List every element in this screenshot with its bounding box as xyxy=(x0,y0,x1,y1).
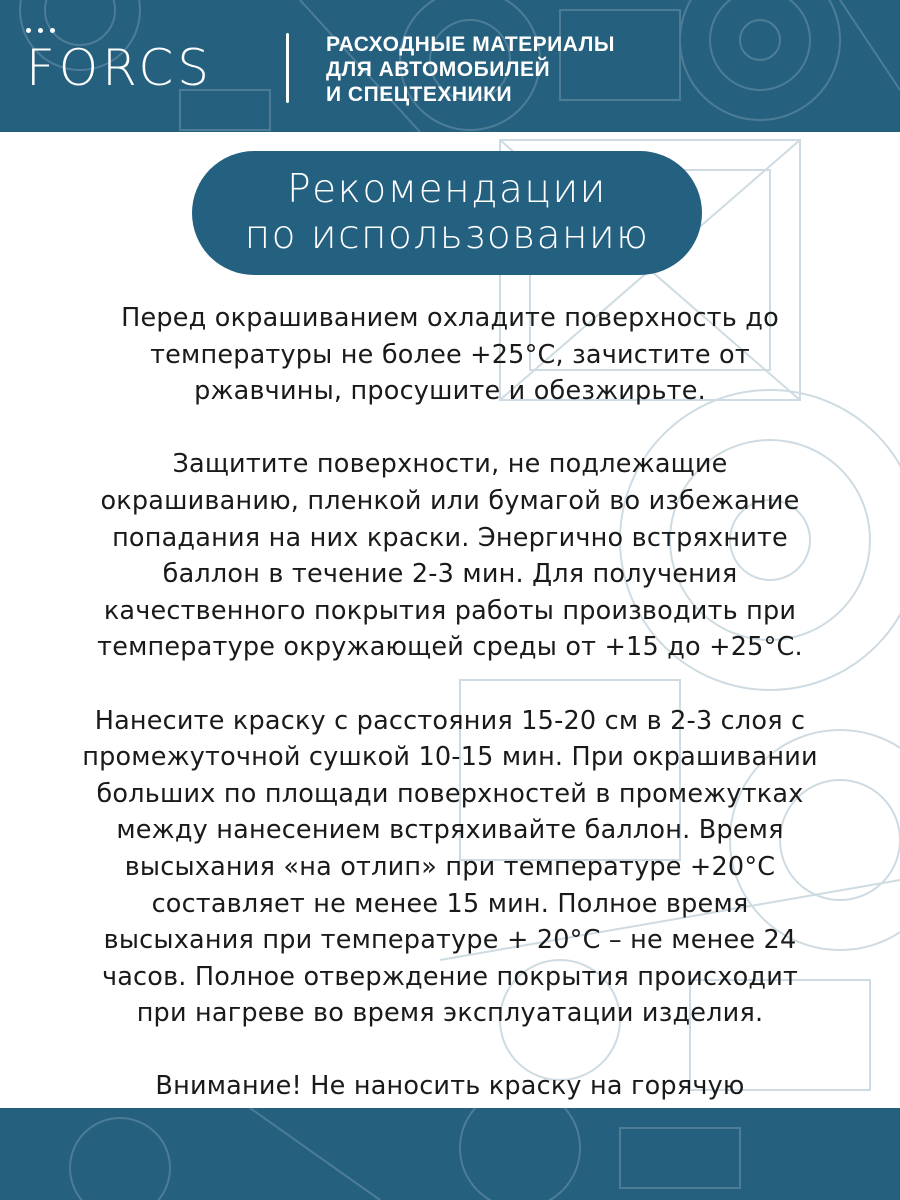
tagline-line: И СПЕЦТЕХНИКИ xyxy=(326,83,513,106)
text-line: Перед окрашиванием охладите поверхность до xyxy=(121,303,779,333)
text-line: высыхания при температуре + 20°С – не менее 24 xyxy=(103,925,797,956)
text-line: качественного покрытия работы производить при xyxy=(103,595,797,626)
tagline-line: РАСХОДНЫЕ МАТЕРИАЛЫ xyxy=(326,33,615,56)
logo-text: FORCS xyxy=(26,39,214,97)
text-line: часов. Полное отверждение покрытия происходит xyxy=(101,961,799,992)
footer-decoration xyxy=(0,1108,900,1200)
text-line: Нанесите краску с расстояния 15-20 см в 2-3 слоя с xyxy=(94,705,806,736)
text-line: высыхания «на отлип» при температуре +20°С xyxy=(124,851,776,882)
paragraph-preparation xyxy=(40,300,860,410)
paragraph-application xyxy=(40,703,860,1032)
page-title-line: по использованию xyxy=(244,213,650,258)
text-line: больших по площади поверхностей в промежутках xyxy=(96,778,804,809)
paragraph-protection xyxy=(40,446,860,666)
text-line: Защитите поверхности, не подлежащие xyxy=(172,449,728,480)
text-line: между нанесением встряхивайте баллон. Время xyxy=(116,815,784,846)
header-tagline xyxy=(326,32,615,107)
page-title-line: Рекомендации xyxy=(287,167,607,212)
text-line: ржавчины, просушите и обезжирьте. xyxy=(194,376,706,407)
instructions-text xyxy=(40,300,860,1178)
text-line: температуре окружающей среды от +15 до +25°С. xyxy=(97,632,803,663)
title-pill xyxy=(192,151,702,275)
tagline-line: ДЛЯ АВТОМОБИЛЕЙ xyxy=(326,58,551,81)
text-line: окрашиванию, пленкой или бумагой во избежание xyxy=(100,485,800,516)
text-line: температуры не более +25°С, зачистите от xyxy=(150,339,750,370)
header-divider xyxy=(286,33,289,103)
text-line: баллон в течение 2-3 мин. Для получения xyxy=(162,559,738,590)
text-line: составляет не менее 15 мин. Полное время xyxy=(151,888,749,919)
text-line: промежуточной сушкой 10-15 мин. При окрашивании xyxy=(82,742,818,773)
header-banner xyxy=(0,0,900,132)
text-line: попадания на них краски. Энергично встряхните xyxy=(112,522,788,553)
logo-dots xyxy=(26,28,55,33)
text-line: при нагреве во время эксплуатации изделия. xyxy=(136,998,764,1029)
forcs-logo xyxy=(26,28,256,98)
text-line: Внимание! Не наносить краску на горячую xyxy=(155,1071,745,1102)
footer-banner xyxy=(0,1108,900,1200)
